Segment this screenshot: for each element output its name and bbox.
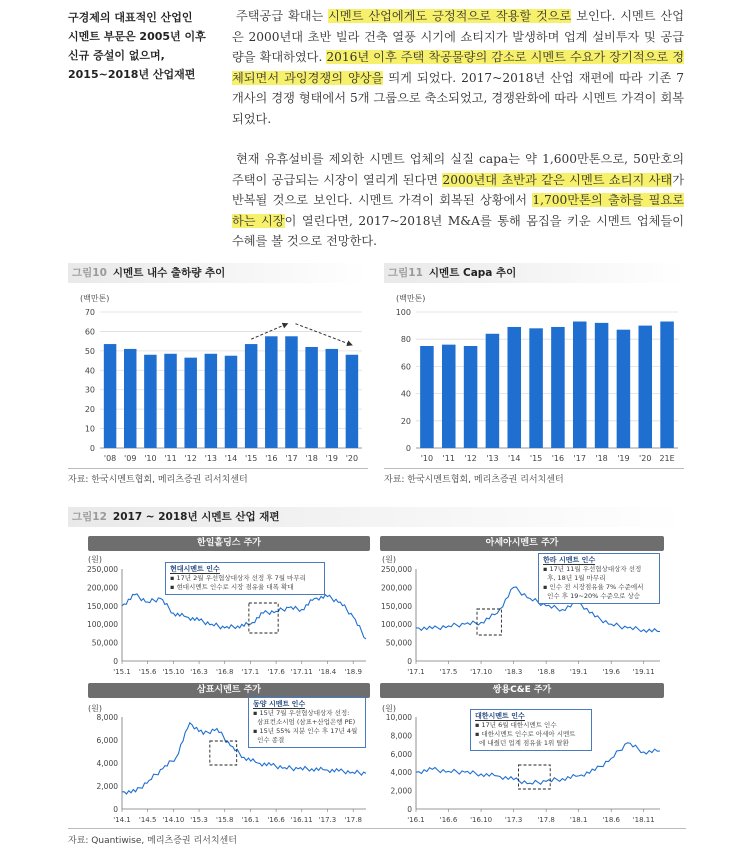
bar — [184, 358, 196, 448]
figure-title: 시멘트 내수 출하량 추이 — [112, 267, 226, 279]
y-tick-label: 40 — [84, 366, 95, 376]
bar — [346, 355, 358, 448]
annotation-box — [248, 697, 366, 748]
x-tick-label: '16 — [265, 454, 278, 463]
x-tick-label: '18.1 — [569, 816, 588, 824]
figure-number: 그림10 — [72, 267, 107, 279]
x-tick-label: '16.3 — [190, 668, 208, 676]
text-run: 현재 유휴설비를 제외한 시멘트 업체의 실질 capa는 약 1,600만톤으로, 50만호의 주택이 공급되는 시장이 열리게 된다면 — [232, 152, 684, 187]
text-run: 띄게 되었다. 2017~2018년 산업 재편에 따라 기존 7개사의 경쟁 형태에서 5개 그룹으로 축소되었고, 경쟁완화에 따라 시멘트 가격이 회복되었다. — [232, 70, 684, 126]
annotation-line: 인수 종결 — [257, 736, 285, 744]
panel-unit: (원) — [88, 555, 102, 564]
bar — [245, 344, 257, 448]
y-tick-label: 60 — [84, 327, 95, 337]
annotation-line: 삼표컨소시엄 (삼표+산업은행 PE) — [257, 718, 356, 726]
y-tick-label: 4,000 — [96, 759, 118, 768]
annotation-box — [538, 553, 660, 604]
annotation-box — [470, 709, 592, 751]
sidebar-line: 2015~2018년 산업재편 — [68, 68, 196, 81]
y-tick-label: 40 — [400, 389, 411, 399]
x-tick-label: '16.1 — [241, 816, 260, 824]
body-text — [232, 6, 684, 272]
paragraph-2 — [232, 149, 684, 252]
bar — [205, 354, 217, 448]
x-tick-label: '20 — [345, 454, 359, 463]
bar — [551, 327, 565, 448]
sidebar-summary — [68, 8, 218, 84]
x-tick-label: '12 — [184, 454, 197, 463]
highlight: 2016년 이후 주택 착공물량의 감소로 시멘트 수요가 장기적으로 정체되면서 과잉경쟁의 양상을 — [232, 50, 684, 85]
annotation-title: 현대시멘트 인수 — [170, 565, 220, 573]
x-tick-label: '11 — [164, 454, 177, 463]
panel-unit: (원) — [88, 704, 102, 713]
fig12-source: 자료: Quantiwise, 메리츠증권 리서치센터 — [68, 836, 237, 846]
bar — [464, 346, 478, 448]
x-tick-label: '17.11 — [290, 668, 313, 676]
y-tick-label: 250,000 — [86, 565, 118, 574]
y-tick-label: 100,000 — [86, 620, 118, 630]
x-tick-label: '10 — [420, 454, 434, 463]
annotation-line: ▪ 17년 2월 우선협상대상자 선정 후 7월 마무리 — [170, 574, 306, 582]
y-tick-label: 150,000 — [380, 601, 412, 611]
bar — [225, 356, 237, 448]
annotation-line: ▪ 17년 11월 우선협상대상자 선정 — [543, 565, 642, 573]
annotation-line: ▪ 15년 55% 지분 인수 후 17년 4월 — [253, 727, 358, 735]
bar — [265, 336, 277, 448]
y-tick-label: 20 — [400, 416, 411, 426]
y-tick-label: 0 — [407, 657, 412, 666]
fig11-chart — [384, 306, 684, 466]
y-tick-label: 0 — [89, 444, 95, 453]
y-tick-label: 8,000 — [390, 731, 412, 741]
x-tick-label: '18.4 — [318, 668, 337, 676]
x-tick-label: '14 — [508, 454, 521, 463]
y-tick-label: 10,000 — [385, 713, 412, 722]
x-tick-label: '18 — [305, 454, 318, 463]
x-tick-label: '17.8 — [344, 816, 362, 824]
y-tick-label: 80 — [400, 335, 411, 345]
panel-title-asia: 아세아시멘트 주가 — [380, 536, 664, 551]
x-tick-label: '17 — [573, 454, 586, 463]
highlight: 시멘트 산업에게도 긍정적으로 작용할 것으로 — [328, 9, 572, 23]
bar — [124, 349, 136, 448]
bar — [104, 344, 116, 448]
x-tick-label: '17.5 — [439, 668, 458, 676]
x-tick-label: '17.1 — [407, 668, 425, 676]
x-tick-label: '16.6 — [267, 816, 285, 824]
x-tick-label: '14.1 — [113, 816, 131, 824]
y-tick-label: 100 — [395, 308, 411, 317]
y-tick-label: 150,000 — [86, 601, 118, 611]
highlight-box — [249, 603, 278, 633]
bar — [507, 327, 521, 448]
text-run: 가 반복될 것으로 보인다. 시멘트 가격이 회복된 상황에서 — [232, 172, 684, 207]
paragraph-1 — [232, 6, 684, 129]
annotation-title: 동양 시멘트 인수 — [253, 700, 306, 708]
figure-title: 시멘트 Capa 추이 — [428, 267, 517, 279]
x-tick-label: '15.6 — [138, 668, 157, 676]
annotation-box — [165, 562, 325, 595]
annotation-line: ▪ 17년 6월 대한시멘트 인수 — [475, 721, 557, 729]
highlight: 1,700만톤의 출하를 필요로 하는 시장 — [232, 193, 684, 228]
x-tick-label: '14.10 — [162, 816, 185, 824]
divider — [68, 468, 368, 469]
x-tick-label: '15.1 — [113, 668, 131, 676]
text-run: 이 열린다면, 2017~2018년 M&A를 통해 몸집을 키운 시멘트 업체들이 수혜를 볼 것으로 전망한다. — [232, 213, 684, 248]
x-tick-label: '18.9 — [344, 668, 362, 676]
x-tick-label: '18.6 — [602, 816, 620, 824]
y-tick-label: 2,000 — [390, 786, 412, 796]
x-tick-label: '19.1 — [569, 668, 588, 676]
bar — [573, 322, 587, 448]
y-tick-label: 50,000 — [91, 638, 118, 648]
panel-title-ssangyong: 쌍용C&E 주가 — [380, 683, 664, 698]
x-tick-label: '18.11 — [632, 816, 655, 824]
text-run: 주택공급 확대는 — [236, 9, 329, 23]
x-tick-label: '17.3 — [318, 816, 337, 824]
x-tick-label: '15.3 — [190, 816, 208, 824]
figure-10-title — [68, 263, 368, 283]
bar — [442, 345, 456, 448]
x-tick-label: '19.11 — [632, 668, 655, 676]
y-tick-label: 50,000 — [385, 638, 412, 648]
sidebar-line: 구경제의 대표적인 산업인 — [68, 11, 193, 24]
highlight: 2000년대 초반과 같은 시멘트 쇼티지 사태 — [442, 172, 673, 187]
x-tick-label: '17.6 — [267, 668, 285, 676]
bar — [326, 349, 338, 448]
y-tick-label: 2,000 — [96, 782, 118, 791]
annotation-title: 한라 시멘트 인수 — [543, 556, 596, 564]
figure-number: 그림12 — [72, 511, 107, 523]
bar — [486, 334, 500, 448]
x-tick-label: '16.11 — [290, 816, 313, 824]
x-tick-label: '16 — [551, 454, 565, 463]
highlight-box — [210, 741, 237, 765]
bar — [529, 328, 543, 448]
divider — [68, 828, 686, 829]
bar — [144, 355, 156, 448]
y-tick-label: 70 — [84, 308, 95, 317]
fig10-source: 자료: 한국시멘트협회, 메리츠증권 리서치센터 — [68, 475, 248, 485]
x-tick-label: '15.8 — [215, 816, 234, 824]
x-tick-label: '10 — [144, 454, 157, 463]
x-tick-label: '20 — [639, 454, 652, 463]
x-tick-label: '13 — [486, 454, 499, 463]
x-tick-label: '18.3 — [504, 668, 523, 676]
panel-title-sampyo: 삼표시멘트 주가 — [88, 683, 370, 698]
y-tick-label: 200,000 — [380, 583, 412, 593]
x-tick-label: '16.8 — [215, 668, 234, 676]
x-tick-label: '19 — [617, 454, 630, 463]
x-tick-label: '08 — [103, 454, 117, 463]
x-tick-label: '09 — [124, 454, 137, 463]
x-tick-label: '16.1 — [407, 816, 425, 824]
figure-title: 2017 ~ 2018년 시멘트 산업 재편 — [112, 511, 280, 523]
annotation-line: 인수 후 19~20% 수준으로 상승 — [547, 592, 641, 600]
annotation-line: ▪ 대한시멘트 인수로 아세아 시멘트 — [475, 730, 576, 738]
y-tick-label: 250,000 — [380, 565, 412, 574]
bar — [617, 330, 631, 448]
figure-12-title — [68, 507, 686, 527]
y-tick-label: 200,000 — [86, 583, 118, 593]
x-tick-label: '16.6 — [439, 816, 458, 824]
panel-unit: (원) — [382, 704, 396, 713]
y-tick-label: 0 — [405, 444, 411, 453]
bar — [420, 346, 434, 448]
y-tick-label: 6,000 — [390, 749, 412, 759]
highlight-box — [518, 765, 550, 789]
annotation-title: 대한시멘트 인수 — [475, 712, 525, 720]
y-tick-label: 20 — [84, 405, 95, 415]
x-tick-label: '18 — [595, 454, 608, 463]
x-tick-label: '12 — [464, 454, 477, 463]
x-tick-label: '17.8 — [537, 816, 555, 824]
x-tick-label: '13 — [204, 454, 218, 463]
bar — [305, 347, 317, 448]
x-tick-label: '15.10 — [162, 668, 185, 676]
annotation-line: 후, 18년 1월 마무리 — [547, 574, 606, 582]
y-tick-label: 6,000 — [96, 736, 118, 745]
x-tick-label: '16.10 — [470, 816, 493, 824]
x-tick-label: '17.10 — [470, 668, 493, 676]
divider — [384, 468, 684, 469]
y-tick-label: 4,000 — [390, 768, 412, 778]
bar — [164, 354, 176, 448]
y-tick-label: 100,000 — [380, 620, 412, 630]
x-tick-label: '17.1 — [241, 668, 260, 676]
y-tick-label: 60 — [400, 362, 411, 372]
y-tick-label: 0 — [113, 657, 118, 666]
fig10-unit: (백만톤) — [80, 294, 110, 303]
fig10-chart — [68, 306, 368, 466]
x-tick-label: '14 — [224, 454, 238, 463]
fig11-unit: (백만톤) — [396, 294, 426, 303]
y-tick-label: 10 — [84, 424, 95, 434]
x-tick-label: '15 — [244, 454, 258, 463]
text-run: 보인다. 시멘트 산업은 2000년대 초반 빌라 건축 열풍 시기에 쇼티지가 발생하며 업계 설비투자 및 공급량을 확대하였다. — [232, 9, 684, 64]
x-tick-label: 21E — [659, 454, 675, 463]
figure-11-title — [384, 263, 684, 283]
y-tick-label: 0 — [407, 805, 412, 814]
y-tick-label: 8,000 — [96, 713, 118, 722]
bar — [285, 336, 297, 448]
x-tick-label: '17 — [285, 454, 298, 463]
x-tick-label: '17.3 — [504, 816, 523, 824]
y-tick-label: 30 — [84, 385, 95, 395]
annotation-line: ▪ 현대시멘트 인수로 시장 점유율 대폭 확대 — [170, 583, 294, 591]
bar — [638, 326, 652, 448]
annotation-line: ▪ 15년 7월 우선협상대상자 선정: — [253, 709, 350, 717]
panel-title-hanil: 한일홀딩스 주가 — [88, 536, 370, 551]
annotation-line: ▪ 인수 전 시장점유율 7% 수준에서 — [543, 583, 644, 591]
x-tick-label: '14.5 — [138, 816, 157, 824]
y-tick-label: 0 — [113, 805, 118, 814]
x-tick-label: '19.6 — [602, 668, 620, 676]
y-tick-label: 50 — [84, 346, 95, 356]
x-tick-label: '19 — [325, 454, 338, 463]
fig11-source: 자료: 한국시멘트협회, 메리츠증권 리서치센터 — [384, 475, 564, 485]
bar — [595, 323, 609, 448]
x-tick-label: '11 — [442, 454, 455, 463]
figure-number: 그림11 — [388, 267, 423, 279]
trend-arrow-down — [295, 324, 351, 345]
annotation-line: 에 내줬던 업계 점유율 1위 탈환 — [479, 739, 569, 747]
sidebar-line: 신규 증설이 없으며, — [68, 49, 165, 62]
sidebar-line: 시멘트 부문은 2005년 이후 — [68, 30, 206, 43]
x-tick-label: '18.8 — [537, 668, 555, 676]
bar — [660, 322, 674, 448]
x-tick-label: '15 — [529, 454, 543, 463]
price-line — [122, 594, 366, 639]
panel-unit: (원) — [382, 555, 396, 564]
